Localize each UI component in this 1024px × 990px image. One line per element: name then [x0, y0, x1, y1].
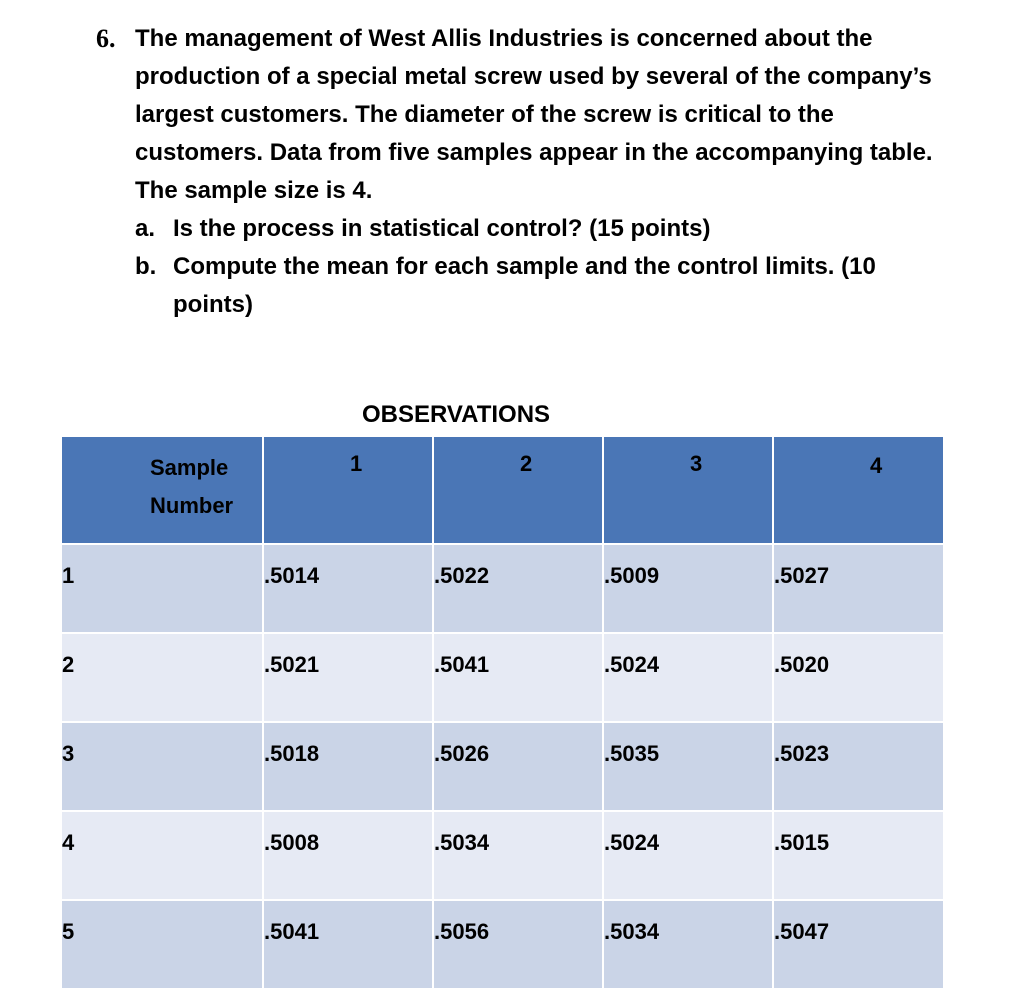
- observation-cell: .5047: [773, 900, 944, 989]
- observation-cell: .5023: [773, 722, 944, 811]
- observation-cell: .5041: [263, 900, 433, 989]
- observation-cell: .5027: [773, 544, 944, 633]
- observations-title: OBSERVATIONS: [362, 401, 551, 428]
- header-observation-4: 4: [773, 436, 944, 544]
- header-sample-number: Sample Number: [61, 436, 263, 544]
- observation-cell: .5056: [433, 900, 603, 989]
- part-b-text: Compute the mean for each sample and the control limits. (10 points): [173, 253, 876, 318]
- header-observation-3: 3: [603, 436, 773, 544]
- observation-cell: .5024: [603, 633, 773, 722]
- sample-number-cell: 4: [61, 811, 263, 900]
- table-row: [61, 544, 944, 633]
- observation-cell: .5008: [263, 811, 433, 900]
- header-observation-1: 1: [263, 436, 433, 544]
- observation-cell: .5034: [433, 811, 603, 900]
- table-row: [61, 722, 944, 811]
- table-row: [61, 633, 944, 722]
- table-row: [61, 811, 944, 900]
- observation-cell: .5015: [773, 811, 944, 900]
- observation-cell: .5034: [603, 900, 773, 989]
- observation-cell: .5018: [263, 722, 433, 811]
- part-a-letter: a.: [135, 215, 156, 242]
- observation-cell: .5035: [603, 722, 773, 811]
- observation-cell: .5020: [773, 633, 944, 722]
- observation-cell: .5009: [603, 544, 773, 633]
- observations-table: [60, 435, 945, 990]
- sample-number-cell: 2: [61, 633, 263, 722]
- observation-cell: .5014: [263, 544, 433, 633]
- sample-number-cell: 1: [61, 544, 263, 633]
- table-row: [61, 900, 944, 989]
- sample-number-cell: 3: [61, 722, 263, 811]
- header-observation-2: 2: [433, 436, 603, 544]
- sample-number-cell: 5: [61, 900, 263, 989]
- part-b-letter: b.: [135, 253, 157, 280]
- part-a-text: Is the process in statistical control? (15 points): [173, 215, 711, 242]
- table-header-row: [61, 436, 944, 544]
- observation-cell: .5024: [603, 811, 773, 900]
- observation-cell: .5021: [263, 633, 433, 722]
- question-number: 6.: [96, 24, 116, 53]
- observation-cell: .5022: [433, 544, 603, 633]
- question-text: The management of West Allis Industries is concerned about the production of a special metal screw used by several of the company’s largest customers. The diameter of the screw is critical to the customers. Data from five samples appear in the accompanying table. The sample size is 4.: [135, 25, 933, 204]
- observation-cell: .5041: [433, 633, 603, 722]
- observation-cell: .5026: [433, 722, 603, 811]
